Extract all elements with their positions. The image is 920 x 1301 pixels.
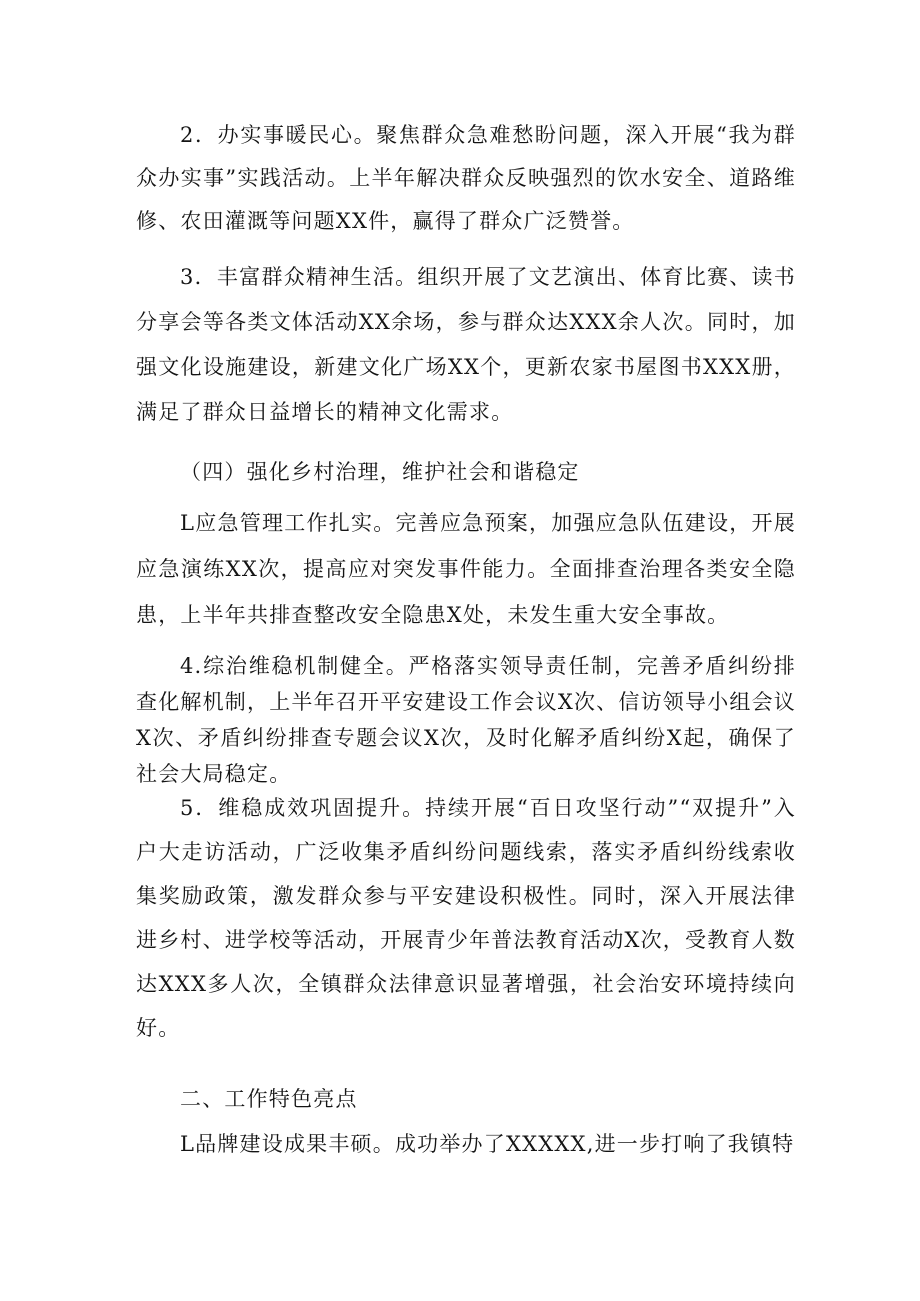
paragraph-stability-mechanism: 4.综治维稳机制健全。严格落实领导责任制，完善矛盾纠纷排查化解机制，上半年召开平安建设工作会议X次、信访领导小组会议X次、矛盾纠纷排查专题会议X次，及时化解矛盾纠纷X起，确保了社会大局稳定。 [136,654,796,786]
section-heading-work-highlights: 二、工作特色亮点 [180,1087,358,1111]
paragraph-do-practical-things: 2．办实事暖民心。聚焦群众急难愁盼问题，深入开展“我为群众办实事”实践活动。上半年解决群众反映强烈的饮水安全、道路维修、农田灌溉等问题XX件，赢得了群众广泛赞誉。 [136,123,796,233]
paragraph-stability-results: 5．维稳成效巩固提升。持续开展“百日攻坚行动”“双提升”入户大走访活动，广泛收集矛盾纠纷问题线索，落实矛盾纠纷线索收集奖励政策，激发群众参与平安建设积极性。同时，深入开展法律进乡村、进学校等活动，开展青少年普法教育活动X次，受教育人数达XXX多人次，全镇群众法律意识显著增强，社会治安环境持续向好。 [136,796,796,1040]
paragraph-enrich-spiritual-life: 3．丰富群众精神生活。组织开展了文艺演出、体育比赛、读书分享会等各类文体活动XX余场，参与群众达XXX余人次。同时，加强文化设施建设，新建文化广场XX个，更新农家书屋图书XXX册，满足了群众日益增长的精神文化需求。 [136,265,796,424]
paragraph-emergency-management: L应急管理工作扎实。完善应急预案，加强应急队伍建设，开展应急演练XX次，提高应对突发事件能力。全面排查治理各类安全隐患，上半年共排查整改安全隐患X处，未发生重大安全事故。 [136,511,796,627]
paragraph-brand-building: L品牌建设成果丰硕。成功举办了XXXXX,进一步打响了我镇特 [180,1132,795,1156]
section-heading-rural-governance: （四）强化乡村治理，维护社会和谐稳定 [180,460,580,484]
